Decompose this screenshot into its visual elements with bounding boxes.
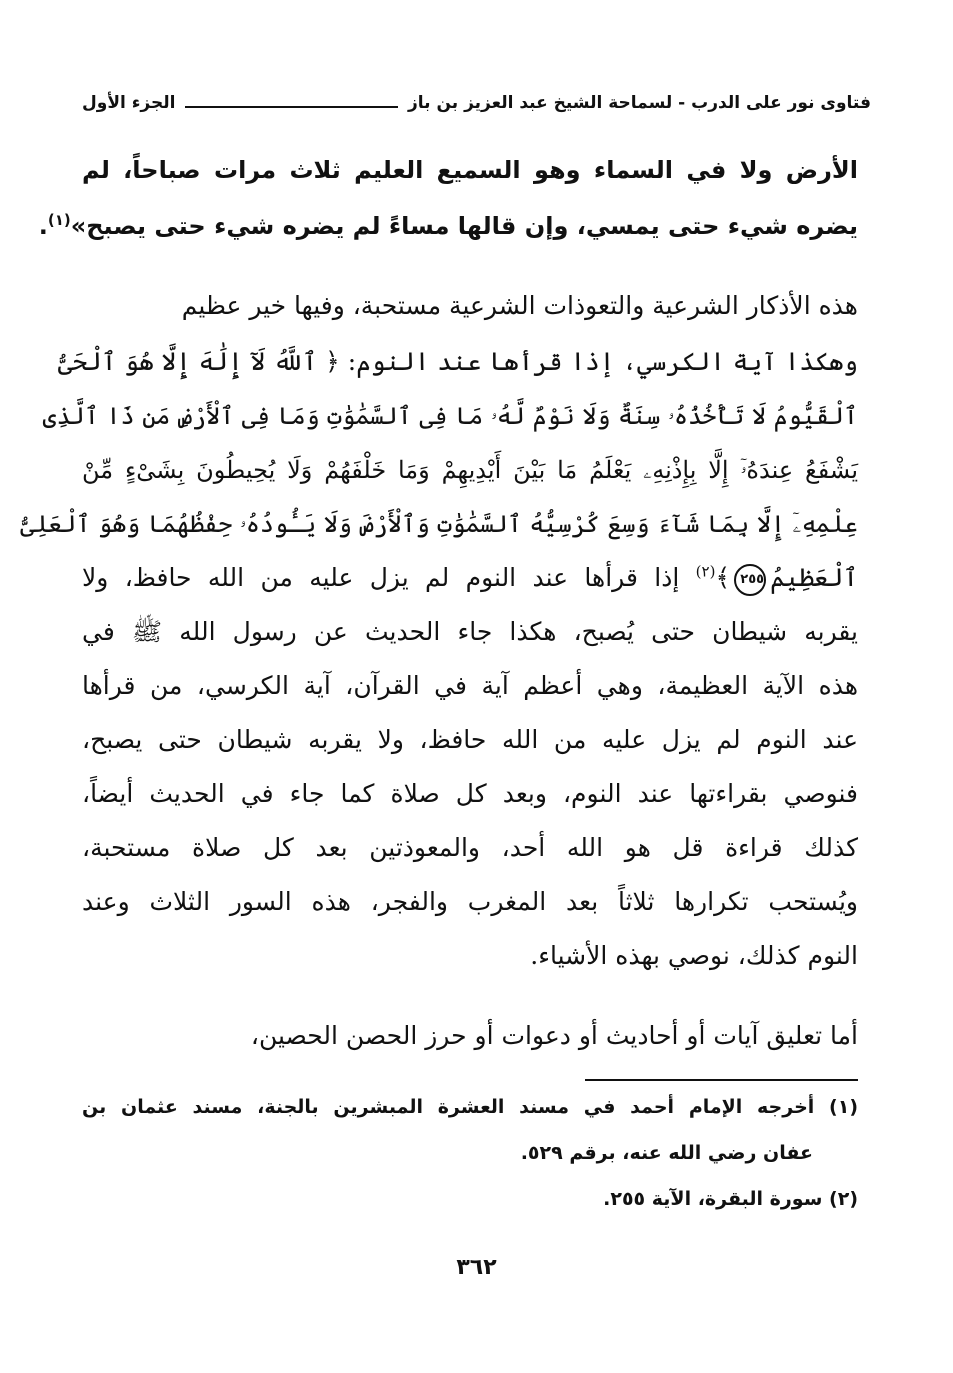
paragraph-text: هذه الأذكار الشرعية والتعوذات الشرعية مستحبة، وفيها خير عظيم — [181, 291, 858, 320]
paragraph-text: النوم كذلك، نوصي بهذه الأشياء. — [530, 941, 858, 970]
paragraph-line — [82, 766, 858, 822]
hadith-line — [38, 198, 858, 254]
quran-line — [20, 496, 858, 552]
paragraph-text: وهكذا آية الكرسي، إذا قرأها عند النوم: — [347, 347, 858, 376]
paragraph-line — [82, 604, 858, 660]
hadith-line — [82, 142, 858, 198]
paragraph-text: أما تعليق آيات أو أحاديث أو دعوات أو حرز الحصن الحصين، — [250, 1021, 858, 1050]
quran-open-bracket: ﴿ — [325, 347, 340, 376]
quran-text: ٱلْقَيُّومُ لَا تَأْخُذُهُۥ سِنَةٌ وَلَا نَوْمٌ لَّهُۥ مَا فِى ٱلسَّمَٰوَٰتِ وَمَا فِى ٱلْأَرْضِ مَن ذَا ٱلَّذِى — [42, 402, 858, 430]
footnote-1-continuation — [521, 1133, 813, 1173]
paragraph-text: فنوصي بقراءتها عند النوم، وبعد كل صلاة كما جاء في الحديث أيضاً، — [82, 779, 858, 808]
paragraph-line — [82, 820, 858, 876]
quran-line — [42, 388, 858, 444]
paragraph-text: عند النوم لم يزل عليه من الله حافظ، ولا يقربه شيطان حتى يصبح، — [82, 725, 858, 754]
quran-text: عِلْمِهِۦٓ إِلَّا بِمَا شَآءَ وَسِعَ كُرْسِيُّهُ ٱلسَّمَٰوَٰتِ وَٱلْأَرْضَ وَلَا يَـُٔودُهُۥ حِفْظُهُمَا وَهُوَ ٱلْعَلِىُّ — [20, 510, 858, 538]
footnote-text: (٢) سورة البقرة، الآية ٢٥٥. — [603, 1188, 858, 1210]
footnote-ref[interactable]: (٢) — [695, 562, 716, 581]
paragraph-text: ويُستحب تكرارها ثلاثاً بعد المغرب والفجر، هذه السور الثلاث وعند — [82, 887, 858, 916]
footnote-1 — [82, 1087, 858, 1127]
running-header — [82, 86, 871, 120]
hadith-text: الأرض ولا في السماء وهو السميع العليم ثلاث مرات صباحاً، لم — [82, 156, 858, 184]
quran-text: ٱللَّهُ لَآ إِلَٰهَ إِلَّا هُوَ ٱلْحَىُّ — [57, 347, 318, 376]
paragraph-line — [57, 334, 858, 390]
footnote-text: عفان رضي الله عنه، برقم ٥٢٩. — [520, 1142, 813, 1164]
paragraph-text: هذه الآية العظيمة، وهي أعظم آية في القرآن، آية الكرسي، من قرأها — [82, 671, 858, 700]
paragraph-line — [82, 712, 858, 768]
quran-text: يَشْفَعُ عِندَهُۥٓ إِلَّا بِإِذْنِهِۦ يَعْلَمُ مَا بَيْنَ أَيْدِيهِمْ وَمَا خَلْفَهُمْ وَلَا يُحِيطُونَ بِشَىْءٍ مِّنْ — [82, 456, 858, 484]
paragraph-line — [82, 278, 858, 334]
paragraph-text: كذلك قراءة قل هو الله أحد، والمعوذتين بعد كل صلاة مستحبة، — [82, 833, 858, 862]
footnote-text: (١) أخرجه الإمام أحمد في مسند العشرة المبشرين بالجنة، مسند عثمان بن — [82, 1096, 858, 1118]
paragraph-text: إذا قرأها عند النوم لم يزل عليه من الله حافظ، ولا — [82, 563, 680, 592]
sentence-end: . — [38, 212, 48, 240]
quran-close-bracket: ﴾ — [715, 563, 731, 592]
hadith-text: يضره شيء حتى يمسي، وإن قالها مساءً لم يضره شيء حتى يصبح» — [70, 212, 858, 240]
quran-line — [82, 442, 858, 498]
footnote-ref[interactable]: (١) — [47, 211, 71, 229]
page-number: ٣٦٢ — [456, 1255, 497, 1280]
paragraph-line — [82, 1008, 858, 1064]
paragraph-line — [82, 874, 858, 930]
paragraph-line — [82, 658, 858, 714]
paragraph-line — [82, 550, 858, 606]
paragraph-text: يقربه شيطان حتى يُصبح، هكذا جاء الحديث عن رسول الله ﷺ في — [82, 617, 858, 646]
paragraph-line — [82, 928, 858, 984]
footnote-separator — [585, 1079, 858, 1081]
footnote-2 — [82, 1179, 858, 1219]
header-book-title: فتاوى نور على الدرب - لسماحة الشيخ عبد العزيز بن باز — [408, 93, 871, 113]
quran-text: ٱلْعَظِيمُ — [770, 563, 858, 592]
header-volume: الجزء الأول — [82, 93, 176, 113]
ayah-number-mark: ٢٥٥ — [734, 564, 766, 596]
header-rule — [185, 106, 398, 108]
